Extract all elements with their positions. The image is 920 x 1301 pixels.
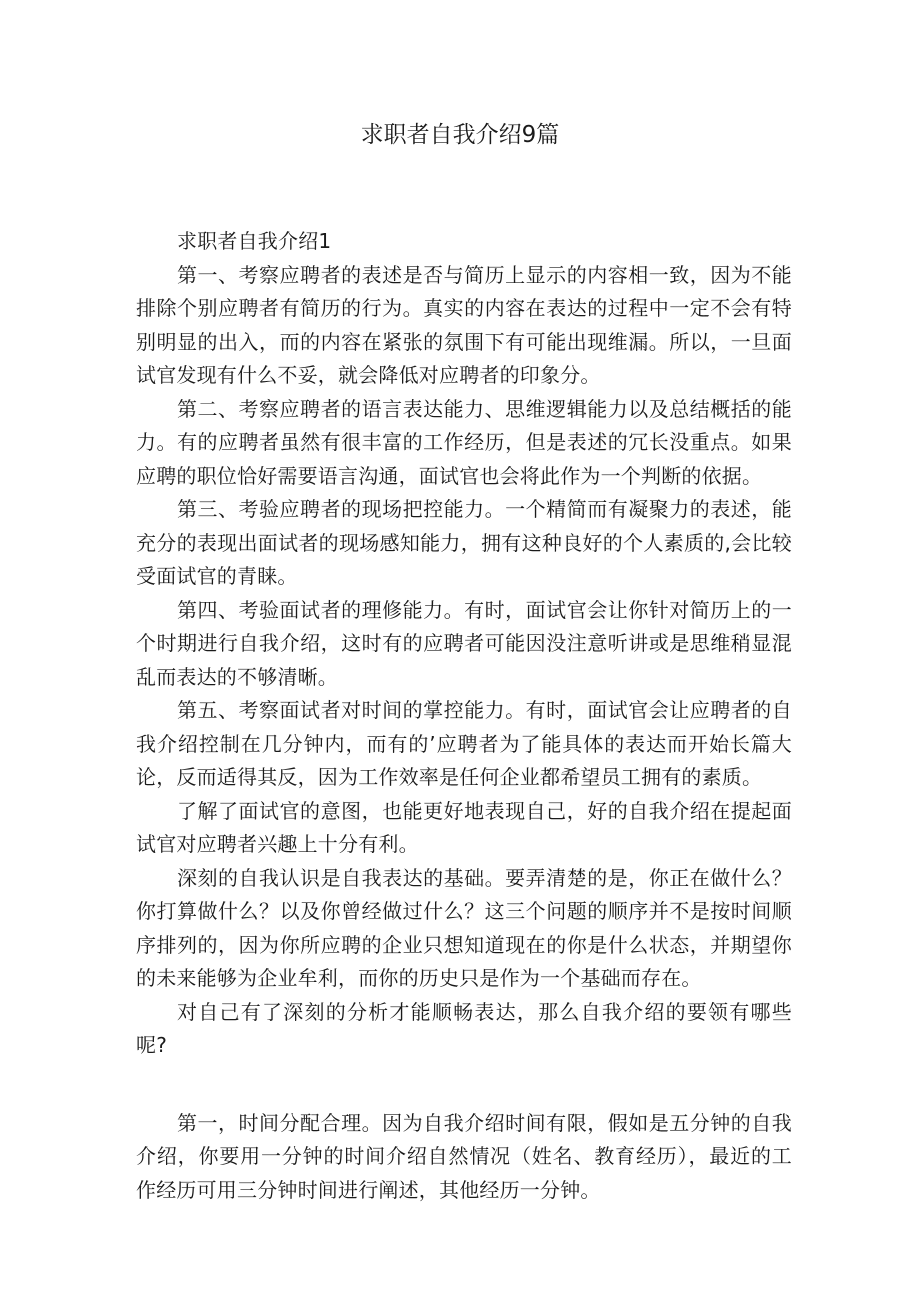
document-body (136, 225, 792, 1207)
paragraph: 深刻的自我认识是自我表达的基础。要弄清楚的是，你正在做什么？你打算做什么？以及你曾经做过什么？这三个问题的顺序并不是按时间顺序排列的，因为你所应聘的企业只想知道现在的你是什么状态，并期望你的未来能够为企业牟利，而你的历史只是作为一个基础而存在。 (136, 865, 792, 990)
paragraph: 第五、考察面试者对时间的掌控能力。有时，面试官会让应聘者的自我介绍控制在几分钟内，而有的’应聘者为了能具体的表达而开始长篇大论，反而适得其反，因为工作效率是任何企业都希望员工拥有的素质。 (136, 698, 792, 789)
paragraph: 对自己有了深刻的分析才能顺畅表达，那么自我介绍的要领有哪些呢? (136, 999, 792, 1057)
paragraph: 了解了面试官的意图，也能更好地表现自己，好的自我介绍在提起面试官对应聘者兴趣上十分有利。 (136, 798, 792, 856)
paragraph: 第一，时间分配合理。因为自我介绍时间有限，假如是五分钟的自我介绍，你要用一分钟的时间介绍自然情况（姓名、教育经历），最近的工作经历可用三分钟时间进行阐述，其他经历一分钟。 (136, 1110, 792, 1202)
section-heading: 求职者自我介绍1 (177, 229, 332, 253)
paragraph: 第二、考察应聘者的语言表达能力、思维逻辑能力以及总结概括的能力。有的应聘者虽然有很丰富的工作经历，但是表述的冗长没重点。如果应聘的职位恰好需要语言沟通，面试官也会将此作为一个判断的依据。 (136, 396, 792, 488)
paragraph: 第三、考验应聘者的现场把控能力。一个精简而有凝聚力的表述，能充分的表现出面试者的现场感知能力，拥有这种良好的个人素质的,会比较受面试官的青睐。 (136, 497, 792, 588)
page-title: 求职者自我介绍9篇 (360, 122, 560, 148)
paragraph: 第四、考验面试者的理修能力。有时，面试官会让你针对简历上的一个时期进行自我介绍，这时有的应聘者可能因没注意听讲或是思维稍显混乱而表达的不够清晰。 (136, 597, 792, 689)
paragraph: 第一、考察应聘者的表述是否与简历上显示的内容相一致，因为不能排除个别应聘者有简历的行为。真实的内容在表达的过程中一定不会有特别明显的出入，而的内容在紧张的氛围下有可能出现维漏。所以，一旦面试官发现有什么不妥，就会降低对应聘者的印象分。 (136, 262, 792, 387)
